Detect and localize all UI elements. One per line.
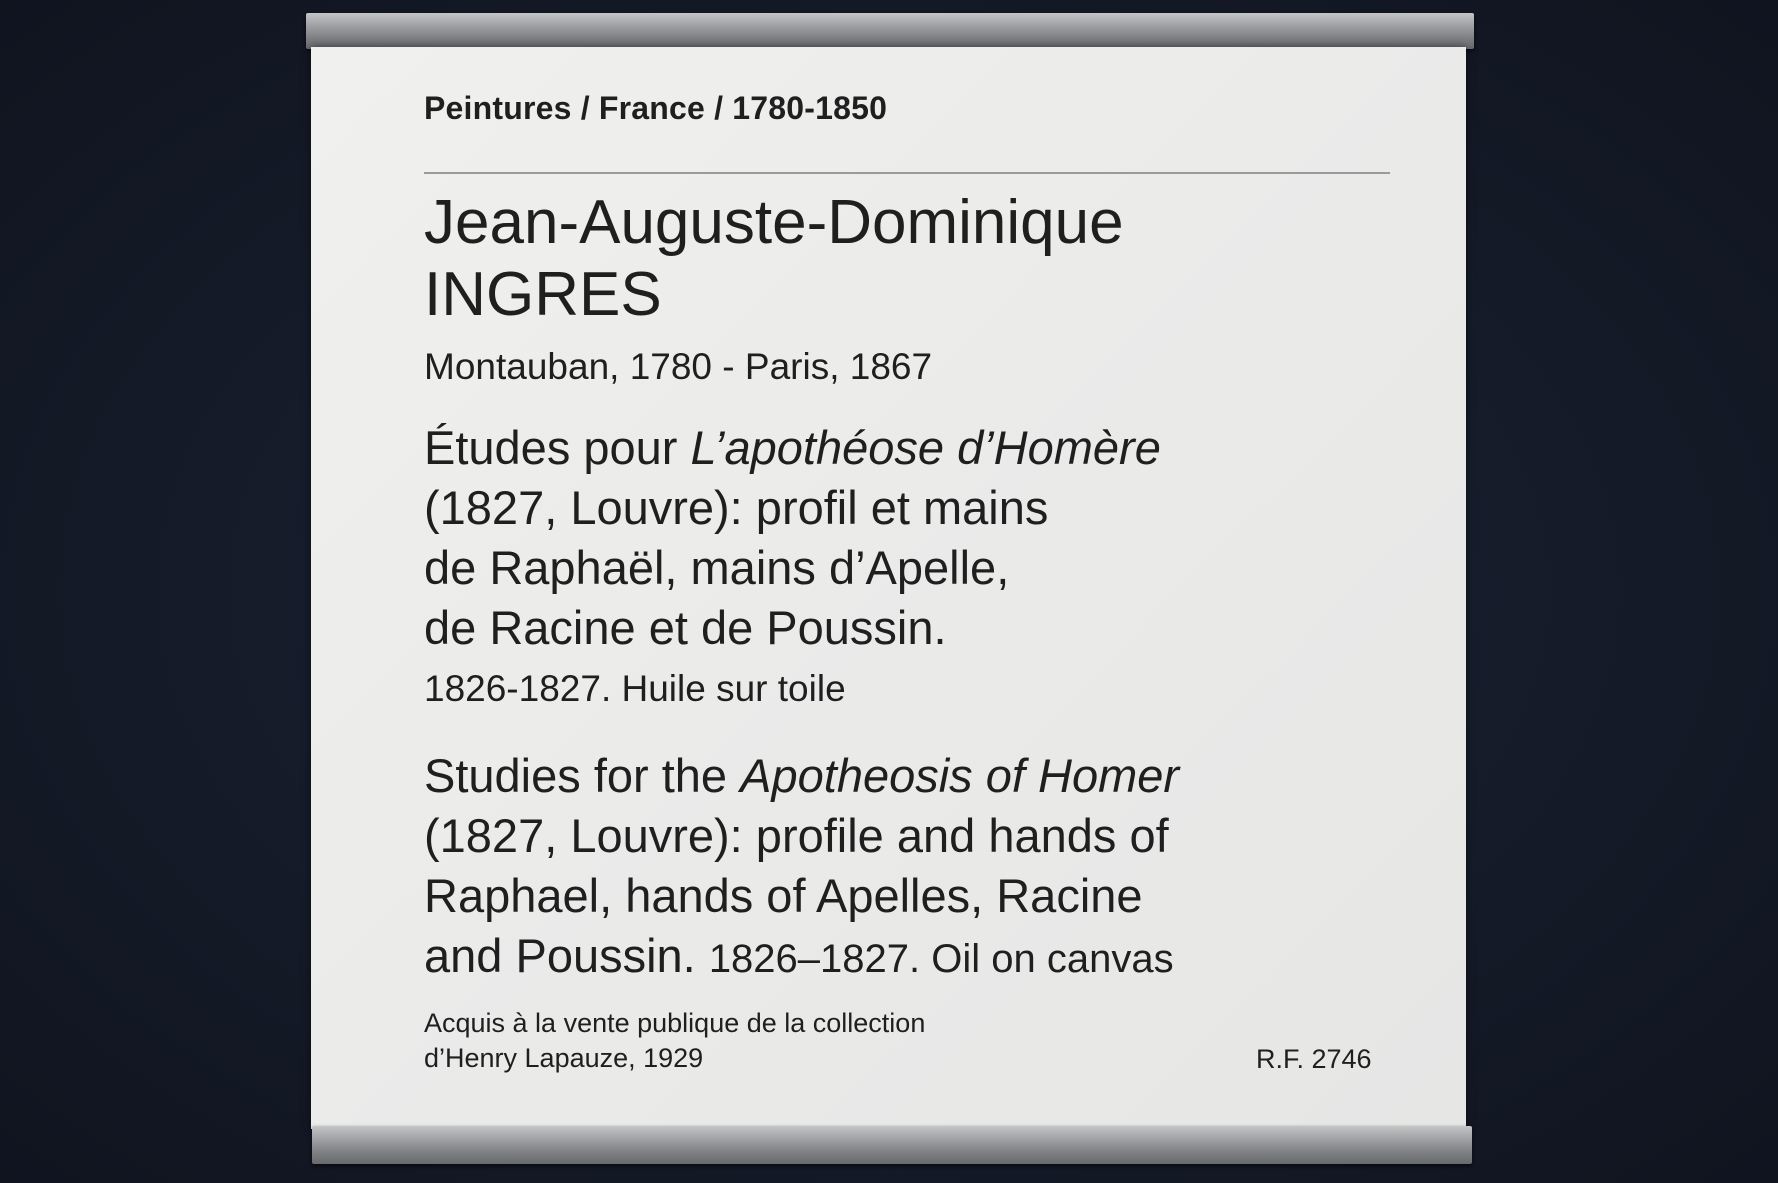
acquisition-note	[424, 1006, 925, 1076]
department-category: Peintures / France / 1780-1850	[424, 90, 888, 126]
artist-last-name: INGRES	[424, 260, 662, 329]
artwork-title-english	[424, 746, 1179, 989]
title-en-line-4	[424, 926, 1179, 989]
title-en-italic-work: Apotheosis of Homer	[740, 749, 1180, 802]
title-en-line-3: Raphael, hands of Apelles, Racine	[424, 869, 1143, 922]
artwork-title-french	[424, 418, 1161, 658]
divider-line	[424, 172, 1390, 174]
date-medium-english: 1826–1827. Oil on canvas	[708, 937, 1174, 981]
artist-first-names: Jean-Auguste-Dominique	[424, 188, 1124, 257]
acquisition-line-1: Acquis à la vente publique de la collection	[424, 1008, 926, 1038]
title-fr-italic-work: L’apothéose d’Homère	[690, 421, 1161, 474]
title-fr-line-3: de Raphaël, mains d’Apelle,	[424, 541, 1010, 594]
label-holder-bottom-rail	[312, 1126, 1472, 1164]
title-en-prefix: Studies for the	[424, 749, 741, 802]
date-medium-french: 1826-1827. Huile sur toile	[424, 668, 846, 709]
title-fr-line-4: de Racine et de Poussin.	[424, 601, 947, 654]
inventory-number: R.F. 2746	[1256, 1044, 1372, 1074]
acquisition-line-2: d’Henry Lapauze, 1929	[424, 1043, 704, 1073]
title-en-line-1	[424, 746, 1179, 806]
label-holder-top-rail	[306, 13, 1474, 49]
title-fr-line-2: (1827, Louvre): profil et mains	[424, 481, 1049, 534]
title-en-line-4-main: and Poussin.	[424, 929, 709, 982]
artist-life-dates: Montauban, 1780 - Paris, 1867	[424, 346, 933, 387]
title-fr-line-1	[424, 418, 1161, 478]
title-fr-prefix: Études pour	[424, 421, 691, 474]
title-en-line-2: (1827, Louvre): profile and hands of	[424, 809, 1169, 862]
